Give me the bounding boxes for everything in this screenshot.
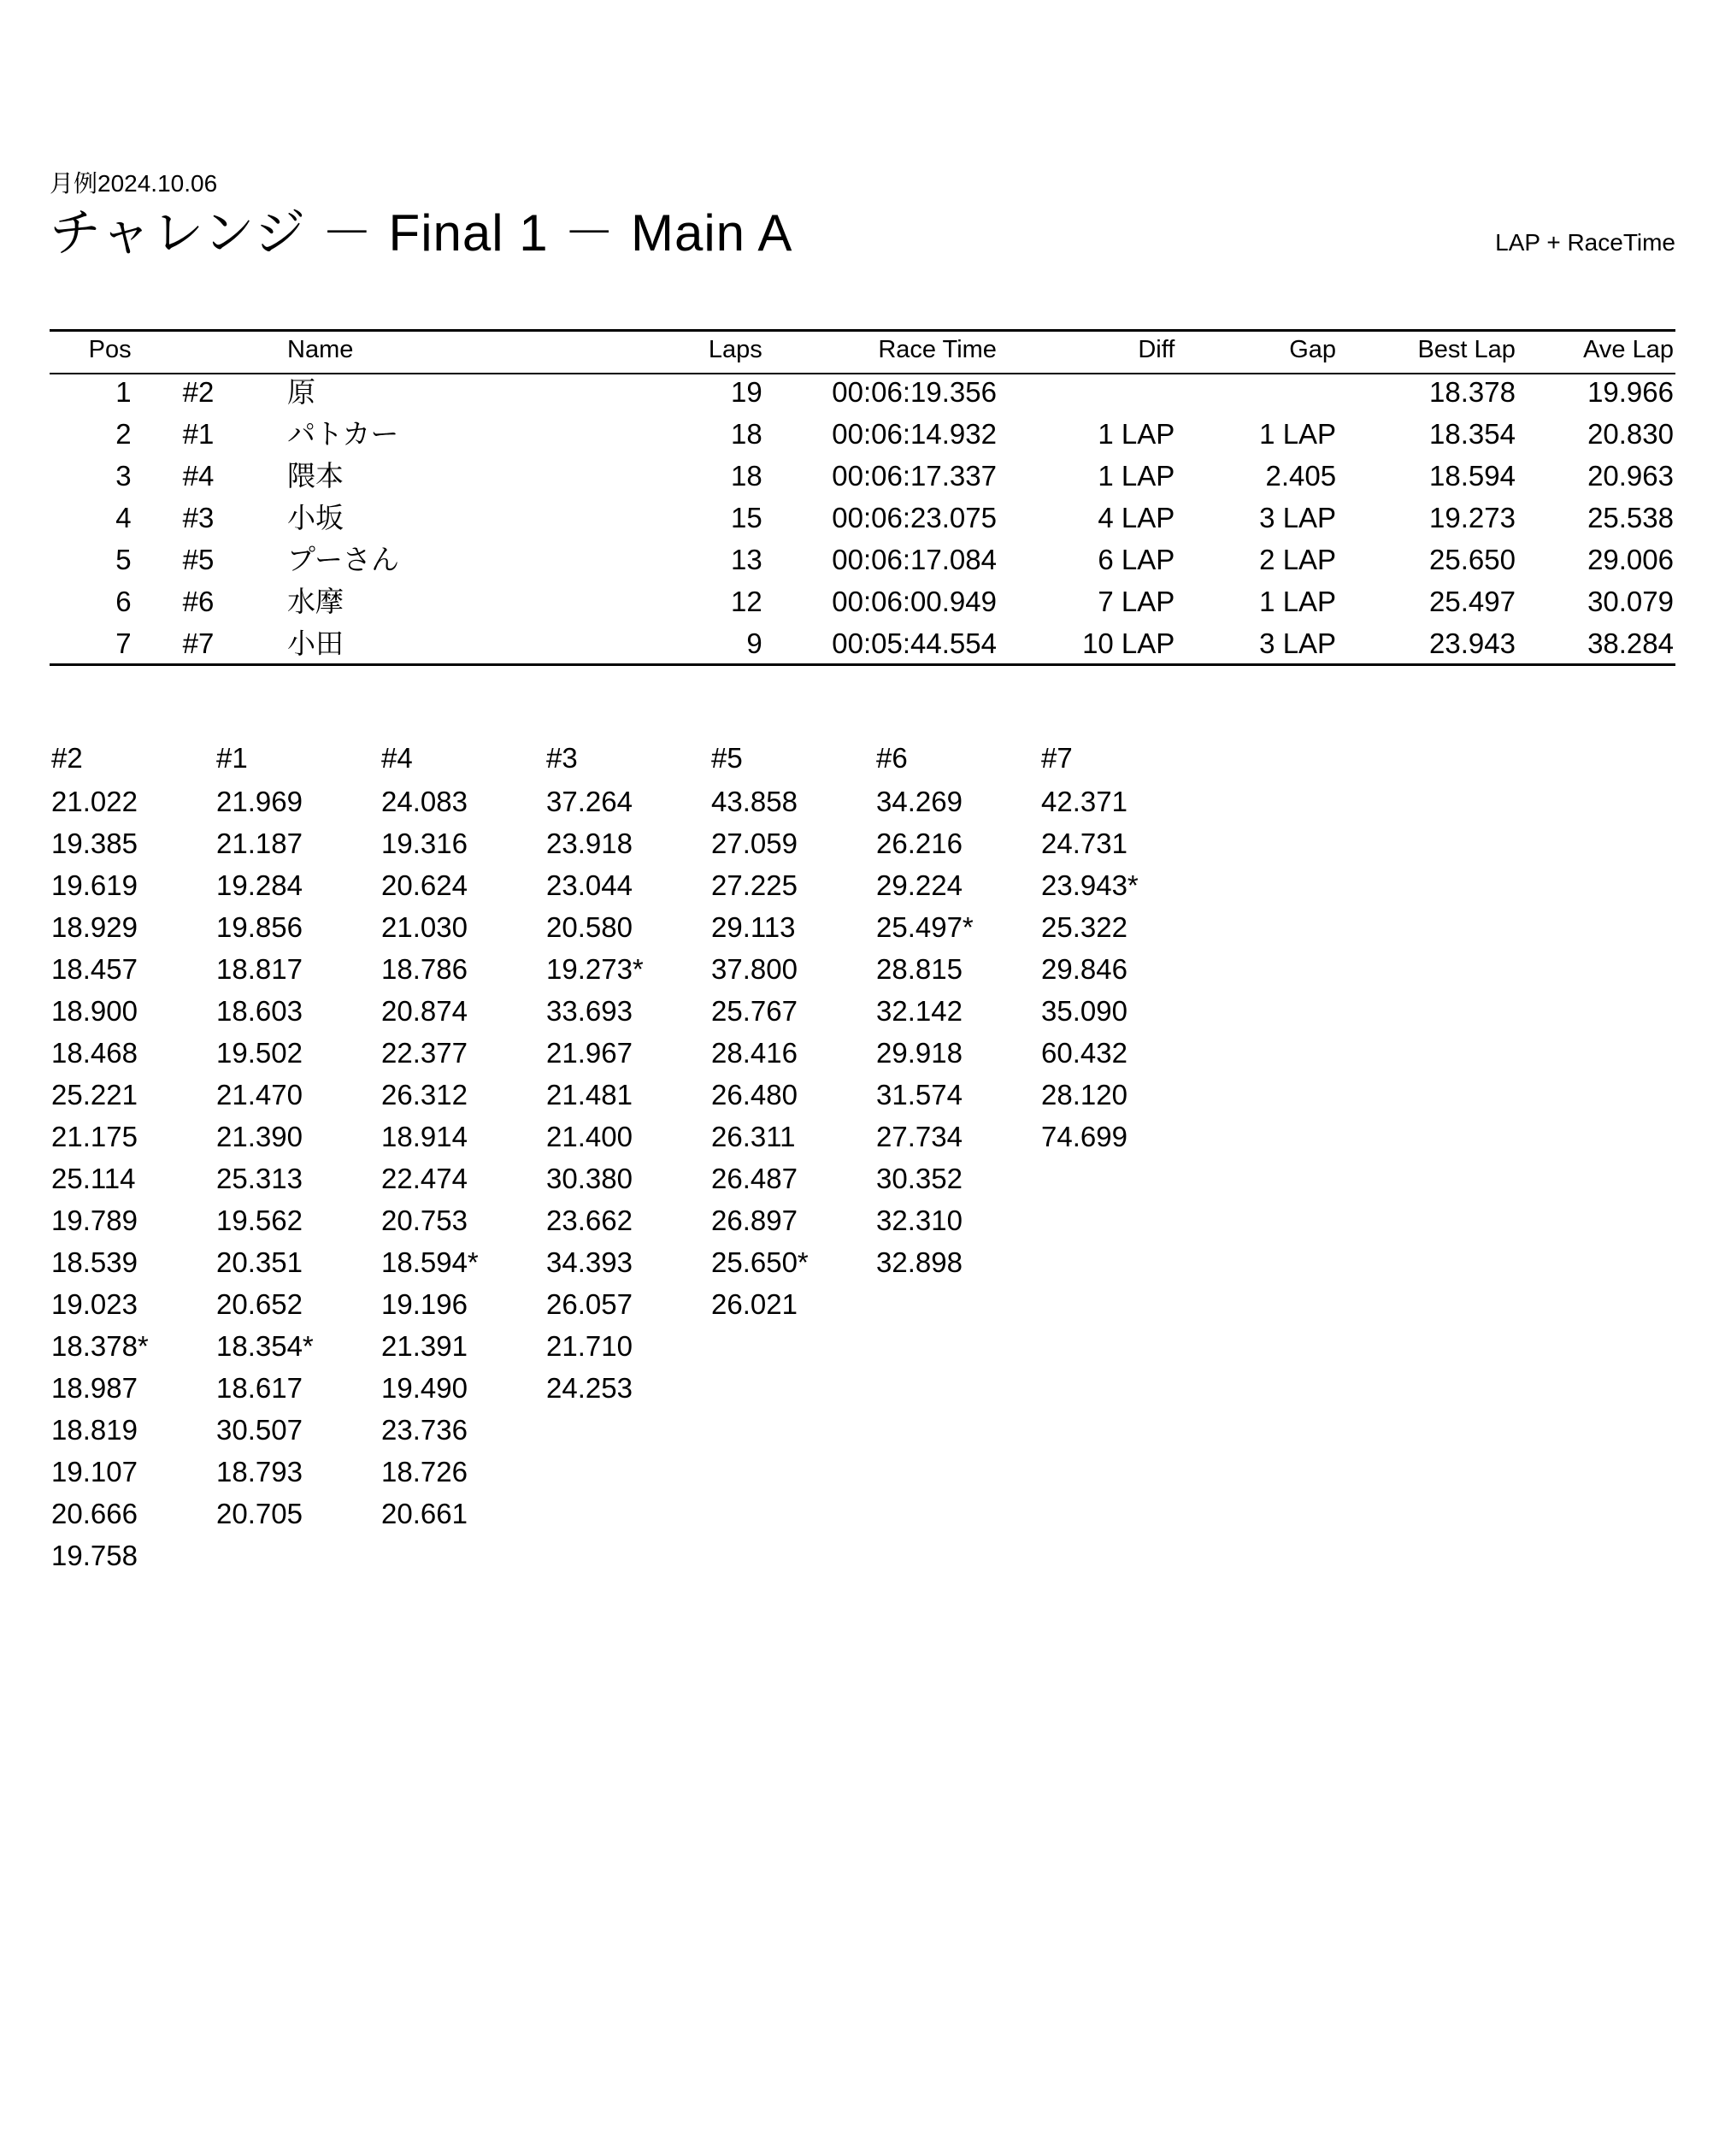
lap-time-cell: 18.793 (216, 1456, 303, 1487)
lap-time-cell: 24.083 (381, 786, 468, 817)
column-header-laps: Laps (708, 336, 762, 363)
lap-time-cell: 23.943* (1041, 869, 1139, 901)
cell-racetime: 00:06:14.932 (832, 418, 997, 450)
cell-avelap: 20.830 (1587, 418, 1674, 450)
cell-name: パトカー (287, 418, 399, 450)
table-row (50, 622, 1674, 664)
cell-bestlap: 19.273 (1429, 502, 1516, 533)
cell-name: プーさん (287, 544, 400, 575)
cell-racetime: 00:06:17.084 (832, 544, 997, 575)
lap-time-cell: 21.969 (216, 786, 303, 817)
table-row (50, 580, 1674, 622)
cell-laps: 13 (730, 544, 762, 575)
lap-time-cell: 19.562 (216, 1205, 303, 1236)
lap-time-cell: 26.312 (381, 1079, 468, 1110)
cell-pos: 6 (115, 586, 132, 617)
cell-laps: 18 (730, 460, 762, 492)
lap-time-cell: 19.619 (51, 869, 138, 901)
lap-column (711, 737, 876, 1576)
lap-time-cell: 18.594* (381, 1246, 479, 1278)
lap-time-cell: 28.815 (876, 953, 963, 985)
event-subtitle: 月例2024.10.06 (50, 170, 218, 197)
lap-time-cell: 26.480 (711, 1079, 798, 1110)
table-header-row (50, 332, 1674, 369)
cell-laps: 15 (730, 502, 762, 533)
lap-time-cell: 21.967 (546, 1037, 633, 1069)
cell-name: 小田 (287, 627, 344, 659)
cell-avelap: 19.966 (1587, 376, 1674, 408)
lap-time-cell: 19.107 (51, 1456, 138, 1487)
lap-column-header: #6 (876, 742, 908, 774)
lap-time-cell: 20.753 (381, 1205, 468, 1236)
lap-time-cell: 24.731 (1041, 828, 1127, 859)
lap-time-cell: 20.580 (546, 911, 633, 943)
lap-time-cell: 19.502 (216, 1037, 303, 1069)
cell-racetime: 00:06:19.356 (832, 376, 997, 408)
lap-time-cell: 74.699 (1041, 1121, 1127, 1152)
lap-time-cell: 19.758 (51, 1540, 138, 1571)
cell-bestlap: 18.354 (1429, 418, 1516, 450)
cell-car: #2 (182, 376, 215, 408)
lap-time-cell: 18.900 (51, 995, 138, 1027)
table-row (50, 369, 1674, 413)
cell-diff (997, 369, 1175, 413)
lap-time-cell: 22.377 (381, 1037, 468, 1069)
table-row (50, 497, 1674, 539)
lap-time-cell: 23.736 (381, 1414, 468, 1446)
lap-time-cell: 18.468 (51, 1037, 138, 1069)
lap-time-cell: 19.789 (51, 1205, 138, 1236)
cell-racetime: 00:06:00.949 (832, 586, 997, 617)
cell-avelap: 30.079 (1587, 586, 1674, 617)
cell-name: 隈本 (287, 460, 344, 492)
lap-time-cell: 26.021 (711, 1288, 798, 1320)
lap-time-cell: 26.216 (876, 828, 963, 859)
lap-time-cell: 32.142 (876, 995, 963, 1027)
lap-time-cell: 20.705 (216, 1498, 303, 1529)
cell-racetime: 00:06:23.075 (832, 502, 997, 533)
lap-time-cell: 31.574 (876, 1079, 963, 1110)
lap-time-cell: 25.650* (711, 1246, 809, 1278)
cell-bestlap: 18.594 (1429, 460, 1516, 492)
lap-time-cell: 29.918 (876, 1037, 963, 1069)
cell-car: #6 (182, 586, 215, 617)
lap-time-cell: 18.786 (381, 953, 468, 985)
cell-pos: 3 (115, 460, 132, 492)
lap-time-cell: 21.030 (381, 911, 468, 943)
lap-time-cell: 19.316 (381, 828, 468, 859)
lap-time-cell: 30.380 (546, 1163, 633, 1194)
lap-column-header: #4 (381, 742, 413, 774)
cell-bestlap: 18.378 (1429, 376, 1516, 408)
cell-gap: 2.405 (1265, 460, 1337, 492)
lap-time-cell: 18.457 (51, 953, 138, 985)
lap-time-cell: 26.057 (546, 1288, 633, 1320)
lap-time-cell: 20.874 (381, 995, 468, 1027)
column-header-pos: Pos (88, 336, 132, 363)
lap-time-cell: 27.225 (711, 869, 798, 901)
lap-time-cell: 25.497* (876, 911, 974, 943)
cell-gap (1175, 369, 1336, 413)
lap-time-cell: 25.313 (216, 1163, 303, 1194)
column-header-avelap: Ave Lap (1583, 336, 1674, 363)
cell-diff: 6 LAP (1098, 544, 1175, 575)
lap-column-header: #1 (216, 742, 248, 774)
lap-time-cell: 22.474 (381, 1163, 468, 1194)
cell-gap: 3 LAP (1259, 627, 1337, 659)
column-header-racetime: Race Time (878, 336, 997, 363)
cell-car: #5 (182, 544, 215, 575)
lap-time-cell: 23.662 (546, 1205, 633, 1236)
lap-time-cell: 33.693 (546, 995, 633, 1027)
lap-time-cell: 18.817 (216, 953, 303, 985)
column-header-gap: Gap (1289, 336, 1337, 363)
lap-time-cell: 19.856 (216, 911, 303, 943)
lap-time-cell: 19.490 (381, 1372, 468, 1404)
cell-bestlap: 23.943 (1429, 627, 1516, 659)
lap-column (876, 737, 1041, 1576)
lap-time-cell: 37.264 (546, 786, 633, 817)
cell-car: #7 (182, 627, 215, 659)
lap-time-cell: 19.023 (51, 1288, 138, 1320)
lap-time-cell: 26.311 (711, 1121, 796, 1152)
cell-diff: 1 LAP (1098, 460, 1175, 492)
cell-laps: 12 (730, 586, 762, 617)
column-header-bestlap: Best Lap (1417, 336, 1516, 363)
lap-time-cell: 18.819 (51, 1414, 138, 1446)
lap-column-header: #5 (711, 742, 743, 774)
cell-racetime: 00:05:44.554 (832, 627, 997, 659)
lap-time-cell: 18.726 (381, 1456, 468, 1487)
lap-time-cell: 60.432 (1041, 1037, 1127, 1069)
lap-time-cell: 21.390 (216, 1121, 303, 1152)
cell-pos: 7 (115, 627, 132, 659)
lap-time-cell: 29.224 (876, 869, 963, 901)
lap-time-cell: 32.310 (876, 1205, 963, 1236)
lap-column (546, 737, 711, 1576)
lap-time-cell: 25.221 (51, 1079, 138, 1110)
lap-time-cell: 20.351 (216, 1246, 303, 1278)
cell-racetime: 00:06:17.337 (832, 460, 997, 492)
cell-diff: 1 LAP (1098, 418, 1175, 450)
lap-column-header: #3 (546, 742, 578, 774)
lap-column (51, 737, 216, 1576)
lap-time-cell: 18.617 (216, 1372, 303, 1404)
results-table-body (50, 369, 1674, 664)
cell-laps: 18 (730, 418, 762, 450)
cell-avelap: 29.006 (1587, 544, 1674, 575)
lap-column-header: #7 (1041, 742, 1073, 774)
lap-column (381, 737, 546, 1576)
lap-time-cell: 34.269 (876, 786, 963, 817)
lap-time-cell: 19.273* (546, 953, 644, 985)
lap-time-cell: 26.487 (711, 1163, 798, 1194)
lap-time-cell: 35.090 (1041, 995, 1127, 1027)
table-row (50, 413, 1674, 455)
cell-gap: 2 LAP (1259, 544, 1337, 575)
lap-time-cell: 18.603 (216, 995, 303, 1027)
cell-name: 水摩 (287, 586, 344, 617)
cell-name: 原 (287, 376, 315, 408)
table-row (50, 539, 1674, 580)
lap-time-cell: 27.734 (876, 1121, 963, 1152)
lap-time-cell: 18.929 (51, 911, 138, 943)
lap-time-cell: 28.416 (711, 1037, 798, 1069)
cell-car: #1 (182, 418, 215, 450)
cell-gap: 1 LAP (1259, 586, 1337, 617)
cell-bestlap: 25.497 (1429, 586, 1516, 617)
results-table (50, 332, 1674, 664)
lap-time-cell: 21.400 (546, 1121, 633, 1152)
lap-time-cell: 24.253 (546, 1372, 633, 1404)
lap-time-cell: 30.352 (876, 1163, 963, 1194)
lap-time-cell: 21.391 (381, 1330, 468, 1362)
lap-time-cell: 21.710 (546, 1330, 633, 1362)
cell-pos: 2 (115, 418, 132, 450)
lap-time-cell: 19.196 (381, 1288, 468, 1320)
cell-name: 小坂 (287, 502, 344, 533)
lap-time-cell: 20.661 (381, 1498, 468, 1529)
page-title: チャレンジ － Final 1 － Main A (50, 204, 793, 262)
cell-diff: 7 LAP (1098, 586, 1175, 617)
lap-time-cell: 18.914 (381, 1121, 468, 1152)
cell-car: #3 (182, 502, 215, 533)
lap-time-cell: 29.113 (711, 911, 796, 943)
lap-time-cell: 29.846 (1041, 953, 1127, 985)
lap-time-cell: 18.378* (51, 1330, 149, 1362)
lap-time-cell: 18.987 (51, 1372, 138, 1404)
cell-pos: 4 (115, 502, 132, 533)
cell-avelap: 25.538 (1587, 502, 1674, 533)
lap-column (1041, 737, 1206, 1576)
cell-avelap: 38.284 (1587, 627, 1674, 659)
lap-time-cell: 34.393 (546, 1246, 633, 1278)
cell-gap: 3 LAP (1259, 502, 1337, 533)
cell-gap: 1 LAP (1259, 418, 1337, 450)
title-row (50, 203, 1675, 263)
lap-time-cell: 32.898 (876, 1246, 963, 1278)
lap-column-header: #2 (51, 742, 83, 774)
lap-time-cell: 18.354* (216, 1330, 314, 1362)
cell-bestlap: 25.650 (1429, 544, 1516, 575)
cell-car: #4 (182, 460, 215, 492)
lap-column (216, 737, 381, 1576)
page-header (50, 169, 1675, 263)
lap-time-cell: 25.322 (1041, 911, 1127, 943)
column-header-diff: Diff (1138, 336, 1175, 363)
lap-time-cell: 23.044 (546, 869, 633, 901)
lap-time-cell: 19.385 (51, 828, 138, 859)
lap-time-cell: 21.470 (216, 1079, 303, 1110)
lap-time-cell: 25.767 (711, 995, 798, 1027)
lap-time-cell: 21.175 (51, 1121, 138, 1152)
cell-laps: 19 (730, 376, 762, 408)
lap-time-cell: 26.897 (711, 1205, 798, 1236)
cell-diff: 4 LAP (1098, 502, 1175, 533)
lap-time-cell: 20.652 (216, 1288, 303, 1320)
lap-time-cell: 30.507 (216, 1414, 303, 1446)
lap-time-cell: 25.114 (51, 1163, 136, 1194)
cell-diff: 10 LAP (1082, 627, 1175, 659)
lap-time-cell: 27.059 (711, 828, 798, 859)
lap-time-cell: 37.800 (711, 953, 798, 985)
lap-times-grid (51, 737, 1206, 1576)
cell-pos: 1 (115, 376, 132, 408)
lap-time-cell: 21.187 (216, 828, 303, 859)
lap-time-cell: 21.481 (546, 1079, 633, 1110)
lap-time-cell: 20.666 (51, 1498, 138, 1529)
cell-avelap: 20.963 (1587, 460, 1674, 492)
cell-laps: 9 (746, 627, 762, 659)
lap-time-cell: 28.120 (1041, 1079, 1127, 1110)
table-row (50, 455, 1674, 497)
column-header-name: Name (287, 336, 354, 363)
cell-pos: 5 (115, 544, 132, 575)
lap-time-cell: 42.371 (1041, 786, 1127, 817)
column-header-car (132, 332, 262, 369)
lap-time-cell: 23.918 (546, 828, 633, 859)
lap-time-cell: 43.858 (711, 786, 798, 817)
lap-time-cell: 20.624 (381, 869, 468, 901)
report-type-label: LAP + RaceTime (1495, 229, 1675, 256)
lap-time-cell: 18.539 (51, 1246, 138, 1278)
lap-time-cell: 19.284 (216, 869, 303, 901)
lap-time-cell: 21.022 (51, 786, 138, 817)
